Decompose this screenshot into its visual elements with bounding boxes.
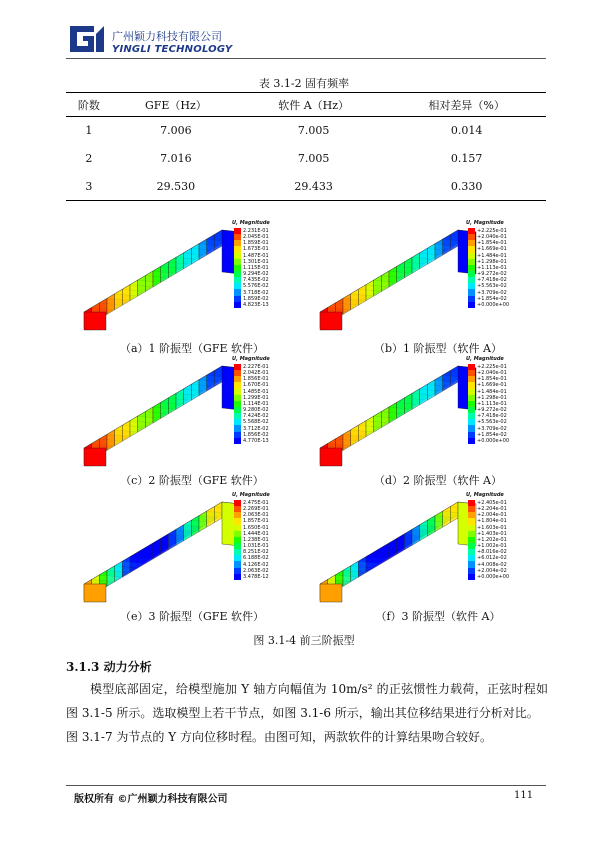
legend-value: 6.188E-02 <box>243 555 269 562</box>
legend-value: +5.563e-02 <box>477 419 507 426</box>
mesh-element <box>443 507 451 528</box>
mesh-element <box>366 416 374 437</box>
mesh-element <box>199 239 207 260</box>
mesh-element <box>138 276 146 297</box>
legend-value: 2.231E-01 <box>243 228 269 234</box>
mesh-element <box>84 448 106 466</box>
mesh-element <box>130 416 138 437</box>
mesh-element <box>184 248 192 269</box>
mesh-element <box>320 312 342 330</box>
legend-value: +1.298e-01 <box>477 394 507 401</box>
legend-value: +2.040e-01 <box>477 234 507 241</box>
legend-value: +3.709e-02 <box>477 425 507 432</box>
legend-value: 1.857E-01 <box>243 518 269 525</box>
legend-value: 1.299E-01 <box>243 394 269 401</box>
column-header: GFE（Hz） <box>112 93 240 117</box>
legend-value: +1.804e-01 <box>477 518 507 525</box>
mesh-element <box>145 407 153 428</box>
subfigure-caption: （b）1 阶振型（软件 A） <box>374 342 502 355</box>
legend-title: U, Magnitude <box>232 492 270 498</box>
mode-shape-panel-e <box>72 492 312 610</box>
legend-value: 2.042E-01 <box>243 370 269 377</box>
legend-color-swatch <box>234 574 241 580</box>
mesh-element <box>130 280 138 301</box>
mesh-element <box>427 380 435 401</box>
table-cell: 29.433 <box>240 173 387 201</box>
legend <box>232 356 312 474</box>
mesh-element <box>207 235 215 256</box>
legend-value: +1.854e-02 <box>477 295 507 302</box>
legend-labels <box>243 500 269 580</box>
legend-value: 2.063E-02 <box>243 567 269 574</box>
table-cell: 0.330 <box>387 173 546 201</box>
mesh-element <box>145 543 153 564</box>
mesh-element <box>207 507 215 528</box>
legend-value: 5.576E-02 <box>243 283 269 290</box>
legend-value: 1.115E-01 <box>243 264 269 271</box>
legend-value: +1.202e-01 <box>477 536 507 543</box>
mesh-element <box>115 289 123 310</box>
mesh-element <box>320 448 342 466</box>
mesh-element <box>191 380 199 401</box>
legend-labels <box>243 228 269 308</box>
table-cell: 0.157 <box>450 152 483 165</box>
mesh-element <box>404 529 412 550</box>
page-number: 111 <box>514 790 534 801</box>
table-cell: 2 <box>85 152 93 165</box>
table-header-row <box>66 93 546 117</box>
legend-colorbar <box>234 228 241 308</box>
legend-value: +1.669e-01 <box>477 382 507 389</box>
legend <box>466 492 546 610</box>
fem-mesh-image <box>308 356 478 468</box>
legend-value: 3.478E-12 <box>243 573 269 580</box>
table-row <box>66 117 546 145</box>
legend-value: 1.114E-01 <box>243 400 269 407</box>
legend-title: U, Magnitude <box>466 356 504 362</box>
footer-copyright: 版权所有 ©广州颖力科技有限公司 <box>74 794 228 805</box>
legend-value: 1.485E-01 <box>243 388 269 395</box>
mesh-element <box>207 371 215 392</box>
mesh-element <box>404 393 412 414</box>
legend-value: +1.603e-01 <box>477 524 507 531</box>
column-header: 相对差异（%） <box>387 93 546 117</box>
subfigure-caption: （f）3 阶振型（软件 A） <box>375 610 501 623</box>
table-cell: 29.530 <box>112 173 240 201</box>
mesh-element <box>161 398 169 419</box>
mesh-element <box>138 412 146 433</box>
table-row <box>66 173 546 201</box>
legend-colorbar <box>468 228 475 308</box>
mesh-element <box>138 548 146 569</box>
mesh-element <box>420 384 428 405</box>
legend-value: 1.650E-01 <box>243 524 269 531</box>
legend-value: 3.718E-02 <box>243 289 269 296</box>
mesh-element <box>84 312 106 330</box>
subfigure-caption: （a）1 阶振型（GFE 软件） <box>120 342 264 355</box>
legend-value: 2.475E-01 <box>243 500 269 506</box>
table-cell: 3 <box>66 173 112 201</box>
mesh-element <box>443 371 451 392</box>
mesh-element <box>404 257 412 278</box>
natural-frequency-table <box>66 92 546 201</box>
mesh-element <box>84 584 106 602</box>
legend-color-swatch <box>468 302 475 308</box>
legend-value: 1.856E-01 <box>243 376 269 383</box>
legend-value: +1.854e-01 <box>477 240 507 247</box>
mesh-element <box>427 516 435 537</box>
section-heading: 3.1.3 动力分析 <box>66 660 152 674</box>
legend-value: 4.126E-02 <box>243 561 269 568</box>
header-divider <box>66 58 546 59</box>
legend <box>466 220 546 338</box>
legend-value: +6.012e-02 <box>477 555 507 562</box>
mesh-element <box>176 525 184 546</box>
legend-value: 3.712E-02 <box>243 425 269 432</box>
legend-value: +0.000e+00 <box>477 301 510 308</box>
mesh-element <box>184 384 192 405</box>
legend-value: +1.484e-01 <box>477 388 507 395</box>
legend-value: 1.859E-02 <box>243 295 269 302</box>
mesh-element <box>176 389 184 410</box>
fem-mesh-image <box>72 492 242 604</box>
legend <box>232 492 312 610</box>
table-cell: 1 <box>85 124 93 138</box>
fem-mesh-image <box>308 492 478 604</box>
mesh-element <box>130 552 138 573</box>
mesh-element <box>374 548 382 569</box>
mode-shape-panel-f <box>308 492 548 610</box>
legend-value: 1.670E-01 <box>243 382 269 389</box>
legend-value: 9.280E-02 <box>243 407 269 414</box>
legend <box>232 220 312 338</box>
legend-value: +1.403e-01 <box>477 530 507 537</box>
mesh-element <box>184 520 192 541</box>
legend-value: +1.854e-01 <box>477 376 507 383</box>
mesh-element <box>450 230 458 251</box>
legend-color-swatch <box>468 438 475 444</box>
mesh-element <box>443 235 451 256</box>
legend-colorbar <box>234 500 241 580</box>
legend-value: 7.424E-02 <box>243 413 269 420</box>
mesh-element <box>122 421 130 442</box>
footer-divider <box>66 785 546 786</box>
table-cell: 7.005 <box>297 124 330 138</box>
body-paragraph: 模型底部固定，给模型施加 Y 轴方向幅值为 10m/s² 的正弦惯性力载荷，正弦时程如图 3.1-5 所示。选取模型上若干节点，如图 3.1-6 所示，输出其位移结果进行分析对比。 <box>66 682 548 720</box>
mesh-element <box>412 253 420 274</box>
legend-title: U, Magnitude <box>232 356 270 362</box>
mode-shape-panel-b <box>308 220 548 338</box>
mesh-element <box>351 289 359 310</box>
mesh-element <box>412 525 420 546</box>
legend-value: 1.856E-02 <box>243 431 269 438</box>
legend-color-swatch <box>234 438 241 444</box>
legend-value: 1.301E-01 <box>243 258 269 265</box>
legend-value: 1.859E-01 <box>243 240 269 247</box>
mesh-element <box>107 430 115 451</box>
legend-value: +7.418e-02 <box>477 277 507 284</box>
legend-value: +8.016e-02 <box>477 549 507 556</box>
mesh-element <box>351 561 359 582</box>
legend-value: +2.225e-01 <box>477 228 507 234</box>
mesh-element <box>214 366 222 387</box>
mesh-element <box>153 266 161 287</box>
company-name-cn: 广州颖力科技有限公司 <box>112 30 222 43</box>
legend-labels <box>477 364 509 444</box>
legend-labels <box>243 364 269 444</box>
mesh-element <box>199 511 207 532</box>
legend <box>466 356 546 474</box>
legend-value: +2.004e-02 <box>477 567 507 574</box>
mesh-element <box>435 239 443 260</box>
legend-value: 1.444E-01 <box>243 530 269 537</box>
mesh-element <box>191 516 199 537</box>
mesh-element <box>366 280 374 301</box>
mode-shape-panel-d <box>308 356 548 474</box>
legend-value: 1.487E-01 <box>243 252 269 259</box>
legend-value: 2.269E-01 <box>243 506 269 513</box>
mesh-element <box>199 375 207 396</box>
mesh-element <box>389 266 397 287</box>
legend-value: +2.004e-01 <box>477 512 507 519</box>
legend-value: +2.204e-01 <box>477 506 507 513</box>
mesh-element <box>176 253 184 274</box>
legend-colorbar <box>234 364 241 444</box>
legend-labels <box>477 228 509 308</box>
mesh-element <box>214 502 222 523</box>
mesh-element <box>115 425 123 446</box>
legend-title: U, Magnitude <box>466 492 504 498</box>
mesh-element <box>374 276 382 297</box>
legend-color-swatch <box>234 302 241 308</box>
mesh-element <box>153 402 161 423</box>
mesh-element <box>168 257 176 278</box>
legend-title: U, Magnitude <box>466 220 504 226</box>
legend-value: 7.435E-02 <box>243 277 269 284</box>
table-caption: 表 3.1-2 固有频率 <box>258 77 350 90</box>
mode-shape-panel-c <box>72 356 312 474</box>
company-logo <box>66 22 108 60</box>
mode-shape-panel-a <box>72 220 312 338</box>
mesh-element <box>412 389 420 410</box>
subfigure-caption: （d）2 阶振型（软件 A） <box>374 474 502 487</box>
mesh-element <box>214 230 222 251</box>
mesh-element <box>435 375 443 396</box>
mesh-element <box>435 511 443 532</box>
legend-value: +1.484e-01 <box>477 252 507 259</box>
mesh-element <box>161 534 169 555</box>
table-cell: 7.016 <box>160 152 192 165</box>
mesh-element <box>420 248 428 269</box>
mesh-element <box>320 584 342 602</box>
legend-value: +2.040e-01 <box>477 370 507 377</box>
legend-value: 1.238E-01 <box>243 536 269 543</box>
legend-value: 4.823E-13 <box>243 301 269 308</box>
legend-value: +2.405e-01 <box>477 500 507 506</box>
mesh-element <box>161 262 169 283</box>
fem-mesh-image <box>308 220 478 332</box>
table-cell: 0.014 <box>450 124 483 138</box>
legend-value: +1.298e-01 <box>477 258 507 265</box>
mesh-element <box>366 552 374 573</box>
mesh-element <box>168 529 176 550</box>
legend-value: +9.272e-02 <box>477 407 507 414</box>
legend-colorbar <box>468 364 475 444</box>
mesh-element <box>191 244 199 265</box>
mesh-element <box>389 402 397 423</box>
legend-value: 5.568E-02 <box>243 419 269 426</box>
column-header: 软件 A（Hz） <box>240 93 387 117</box>
legend-value: +9.272e-02 <box>477 271 507 278</box>
legend-value: 2.045E-01 <box>243 234 269 241</box>
mesh-element <box>115 561 123 582</box>
legend-title: U, Magnitude <box>232 220 270 226</box>
legend-value: 2.227E-01 <box>243 364 269 370</box>
mesh-element <box>351 425 359 446</box>
mesh-element <box>358 421 366 442</box>
legend-colorbar <box>468 500 475 580</box>
mesh-element <box>397 534 405 555</box>
table-row <box>66 145 546 173</box>
mesh-element <box>381 543 389 564</box>
figure-caption: 图 3.1-4 前三阶振型 <box>253 634 355 647</box>
legend-value: +5.563e-02 <box>477 283 507 290</box>
mesh-element <box>122 285 130 306</box>
legend-value: +0.000e+00 <box>477 437 510 444</box>
mesh-element <box>420 520 428 541</box>
company-name-en: YINGLI TECHNOLOGY <box>112 44 233 55</box>
mesh-element <box>145 271 153 292</box>
mesh-element <box>389 538 397 559</box>
legend-value: +4.008e-02 <box>477 561 507 568</box>
table-cell: 7.006 <box>160 124 192 138</box>
legend-value: +1.854e-02 <box>477 431 507 438</box>
legend-value: +1.113e-01 <box>477 264 507 271</box>
legend-labels <box>477 500 509 580</box>
body-paragraph: 图 3.1-7 为节点的 Y 方向位移时程。由图可知，两款软件的计算结果吻合较好。 <box>66 730 492 744</box>
column-header: 阶数 <box>66 93 112 117</box>
subfigure-caption: （c）2 阶振型（GFE 软件） <box>120 474 264 487</box>
mesh-element <box>397 262 405 283</box>
legend-color-swatch <box>468 574 475 580</box>
mesh-element <box>107 294 115 315</box>
fem-mesh-image <box>72 356 242 468</box>
legend-value: 8.251E-02 <box>243 549 269 556</box>
subfigure-caption: （e）3 阶振型（GFE 软件） <box>120 610 264 623</box>
legend-value: +3.709e-02 <box>477 289 507 296</box>
legend-value: 4.770E-13 <box>243 437 269 444</box>
legend-value: +1.002e-01 <box>477 543 507 550</box>
mesh-element <box>107 566 115 587</box>
legend-value: +1.669e-01 <box>477 246 507 253</box>
mesh-element <box>153 538 161 559</box>
legend-value: +2.225e-01 <box>477 364 507 370</box>
legend-value: 1.031E-01 <box>243 543 269 550</box>
mesh-element <box>450 366 458 387</box>
mesh-element <box>381 407 389 428</box>
mesh-element <box>343 430 351 451</box>
legend-value: 2.063E-01 <box>243 512 269 519</box>
mesh-element <box>358 557 366 578</box>
mesh-element <box>343 294 351 315</box>
legend-value: 1.673E-01 <box>243 246 269 253</box>
mesh-element <box>374 412 382 433</box>
fem-mesh-image <box>72 220 242 332</box>
mesh-element <box>427 244 435 265</box>
mesh-element <box>381 271 389 292</box>
mesh-element <box>397 398 405 419</box>
mesh-element <box>168 393 176 414</box>
mesh-element <box>122 557 130 578</box>
legend-value: +7.418e-02 <box>477 413 507 420</box>
mesh-element <box>343 566 351 587</box>
legend-value: 9.294E-02 <box>243 271 269 278</box>
table-cell: 7.005 <box>297 152 330 165</box>
mesh-element <box>358 285 366 306</box>
mesh-element <box>450 502 458 523</box>
legend-value: +1.113e-01 <box>477 400 507 407</box>
legend-value: +0.000e+00 <box>477 573 510 580</box>
